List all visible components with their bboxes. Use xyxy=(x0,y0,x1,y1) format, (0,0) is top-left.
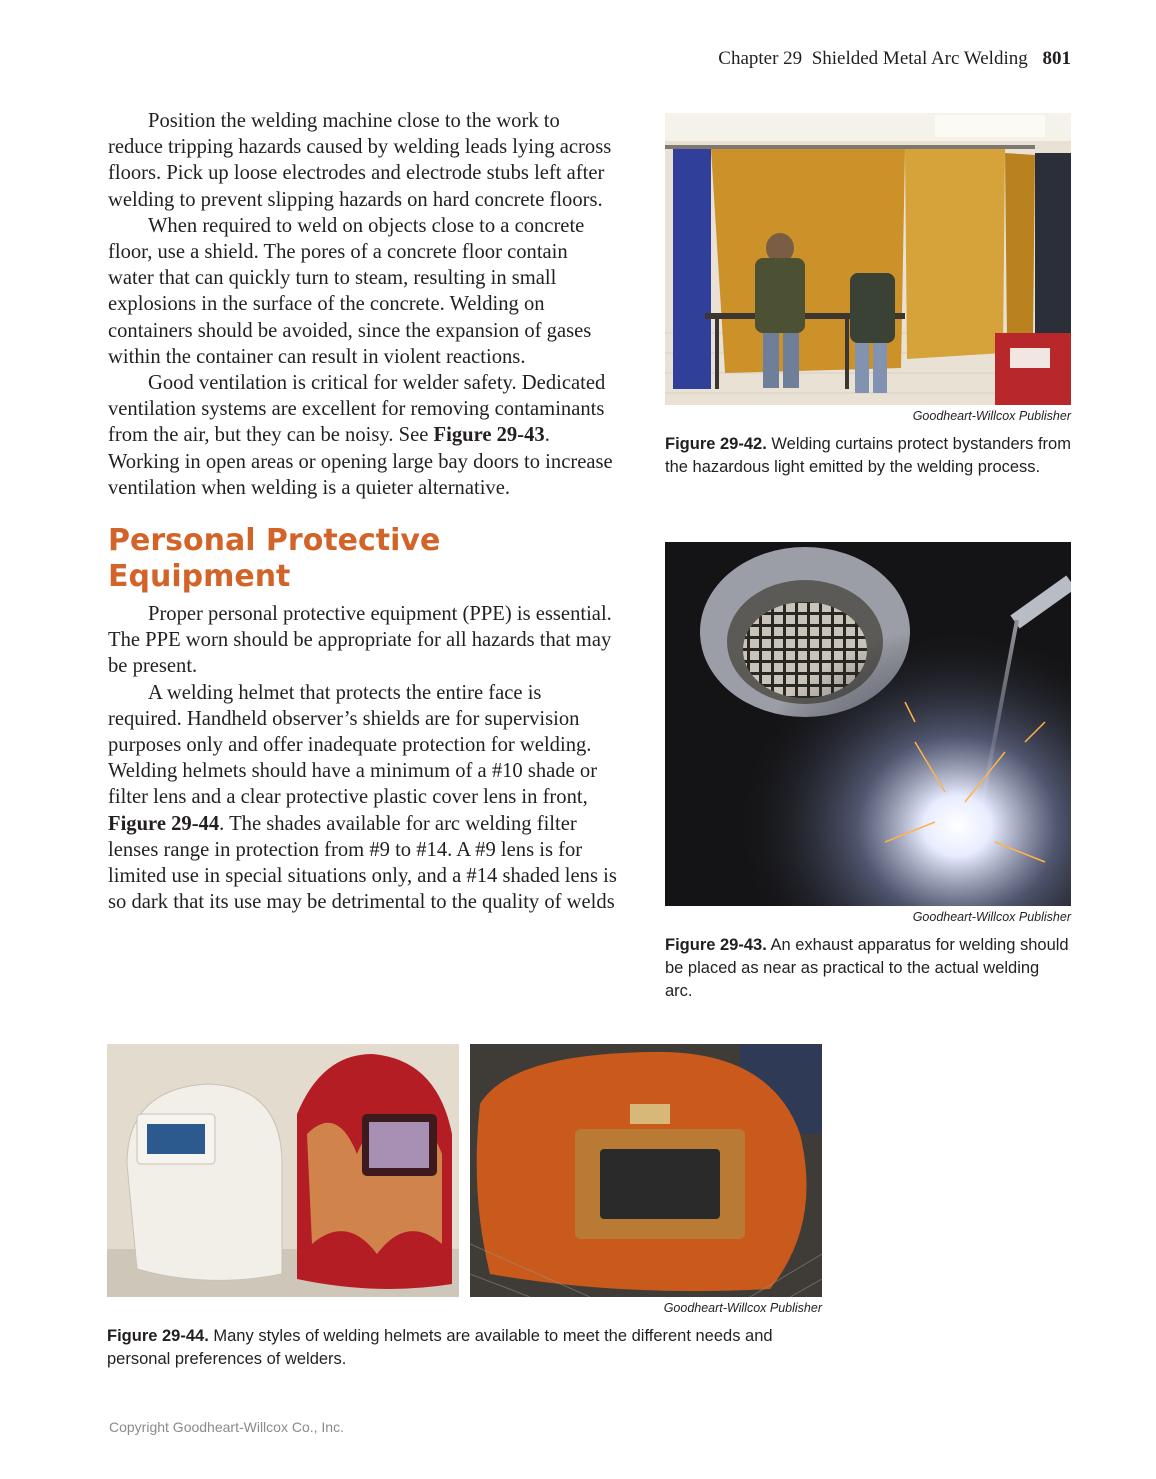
running-head xyxy=(718,48,1071,70)
page-number: 801 xyxy=(1042,48,1071,69)
figure-label: Figure 29-44. xyxy=(107,1327,209,1345)
photo-credit: Goodheart-Willcox Publisher xyxy=(663,1301,822,1315)
figure-29-42 xyxy=(665,113,1071,479)
chapter-number: Chapter 29 xyxy=(718,48,803,69)
figure-29-43 xyxy=(665,542,1071,1003)
welding-curtains-photo xyxy=(665,113,1071,405)
paragraph-concrete-floor: When required to weld on objects close to a concrete floor, use a shield. The pores of a concrete floor contain water that can quickly turn to steam, resulting in small explosions in the surface of the concrete. Welding on containers should be avoided, since the expansion of gases within the container can result in violent reactions. xyxy=(108,214,592,368)
figure-caption xyxy=(665,433,1071,479)
copyright-footer: Copyright Goodheart-Willcox Co., Inc. xyxy=(109,1419,344,1435)
paragraph-work-area: Position the welding machine close to the work to reduce tripping hazards caused by welding leads lying across floors. Pick up loose electrodes and electrode stubs left after welding to prevent slipping hazards on hard concrete floors. xyxy=(108,110,612,211)
figure-ref-29-44: Figure 29-44 xyxy=(108,812,220,835)
welding-helmets-photo xyxy=(107,1044,459,1297)
figure-29-44 xyxy=(107,1044,822,1371)
ventilation-text-2: . Working in open areas or opening large bay doors to increase ventilation when welding is a quieter alternative. xyxy=(108,424,613,499)
helmet-text-1: A welding helmet that protects the entire face is required. Handheld observer’s shields are for supervision purposes only and offer inadequate protection for welding. Welding helmets should have a minimum of a #10 shade or filter lens and a clear protective plastic cover lens in front, xyxy=(108,681,598,809)
photo-credit: Goodheart-Willcox Publisher xyxy=(912,409,1071,423)
figure-ref-29-43: Figure 29-43 xyxy=(433,424,545,447)
ventilation-text-1: Good ventilation is critical for welder safety. Dedicated ventilation systems are excellent for removing contaminants from the air, but they can be noisy. See xyxy=(108,372,606,447)
figure-label: Figure 29-42. xyxy=(665,435,767,453)
section-heading-ppe: Personal Protective Equipment xyxy=(108,523,441,595)
paragraph-ppe-intro: Proper personal protective equipment (PPE) is essential. The PPE worn should be appropriate for all hazards that may be present. xyxy=(108,603,612,678)
observer-shield-photo xyxy=(470,1044,822,1297)
figure-label: Figure 29-43. xyxy=(665,936,767,954)
photo-credit: Goodheart-Willcox Publisher xyxy=(912,910,1071,924)
figure-caption-text: An exhaust apparatus for welding should be placed as near as practical to the actual welding arc. xyxy=(665,936,1069,1000)
chapter-title: Shielded Metal Arc Welding xyxy=(811,48,1028,69)
figure-caption-text: Many styles of welding helmets are available to meet the different needs and personal preferences of welders. xyxy=(107,1327,773,1368)
main-text-column xyxy=(108,108,618,915)
paragraph-helmet xyxy=(108,680,618,916)
exhaust-apparatus-photo xyxy=(665,542,1071,906)
paragraph-ventilation xyxy=(108,370,618,501)
helmet-text-2: . The shades available for arc welding filter lenses range in protection from #9 to #14. A #9 lens is for limited use in special situations only, and a #14 shaded lens is so dark that its use may be detrimental to the quality of welds xyxy=(108,812,617,914)
figure-caption xyxy=(107,1325,822,1371)
figure-caption xyxy=(665,934,1071,1003)
figure-caption-text: Welding curtains protect bystanders from the hazardous light emitted by the welding process. xyxy=(665,435,1071,476)
